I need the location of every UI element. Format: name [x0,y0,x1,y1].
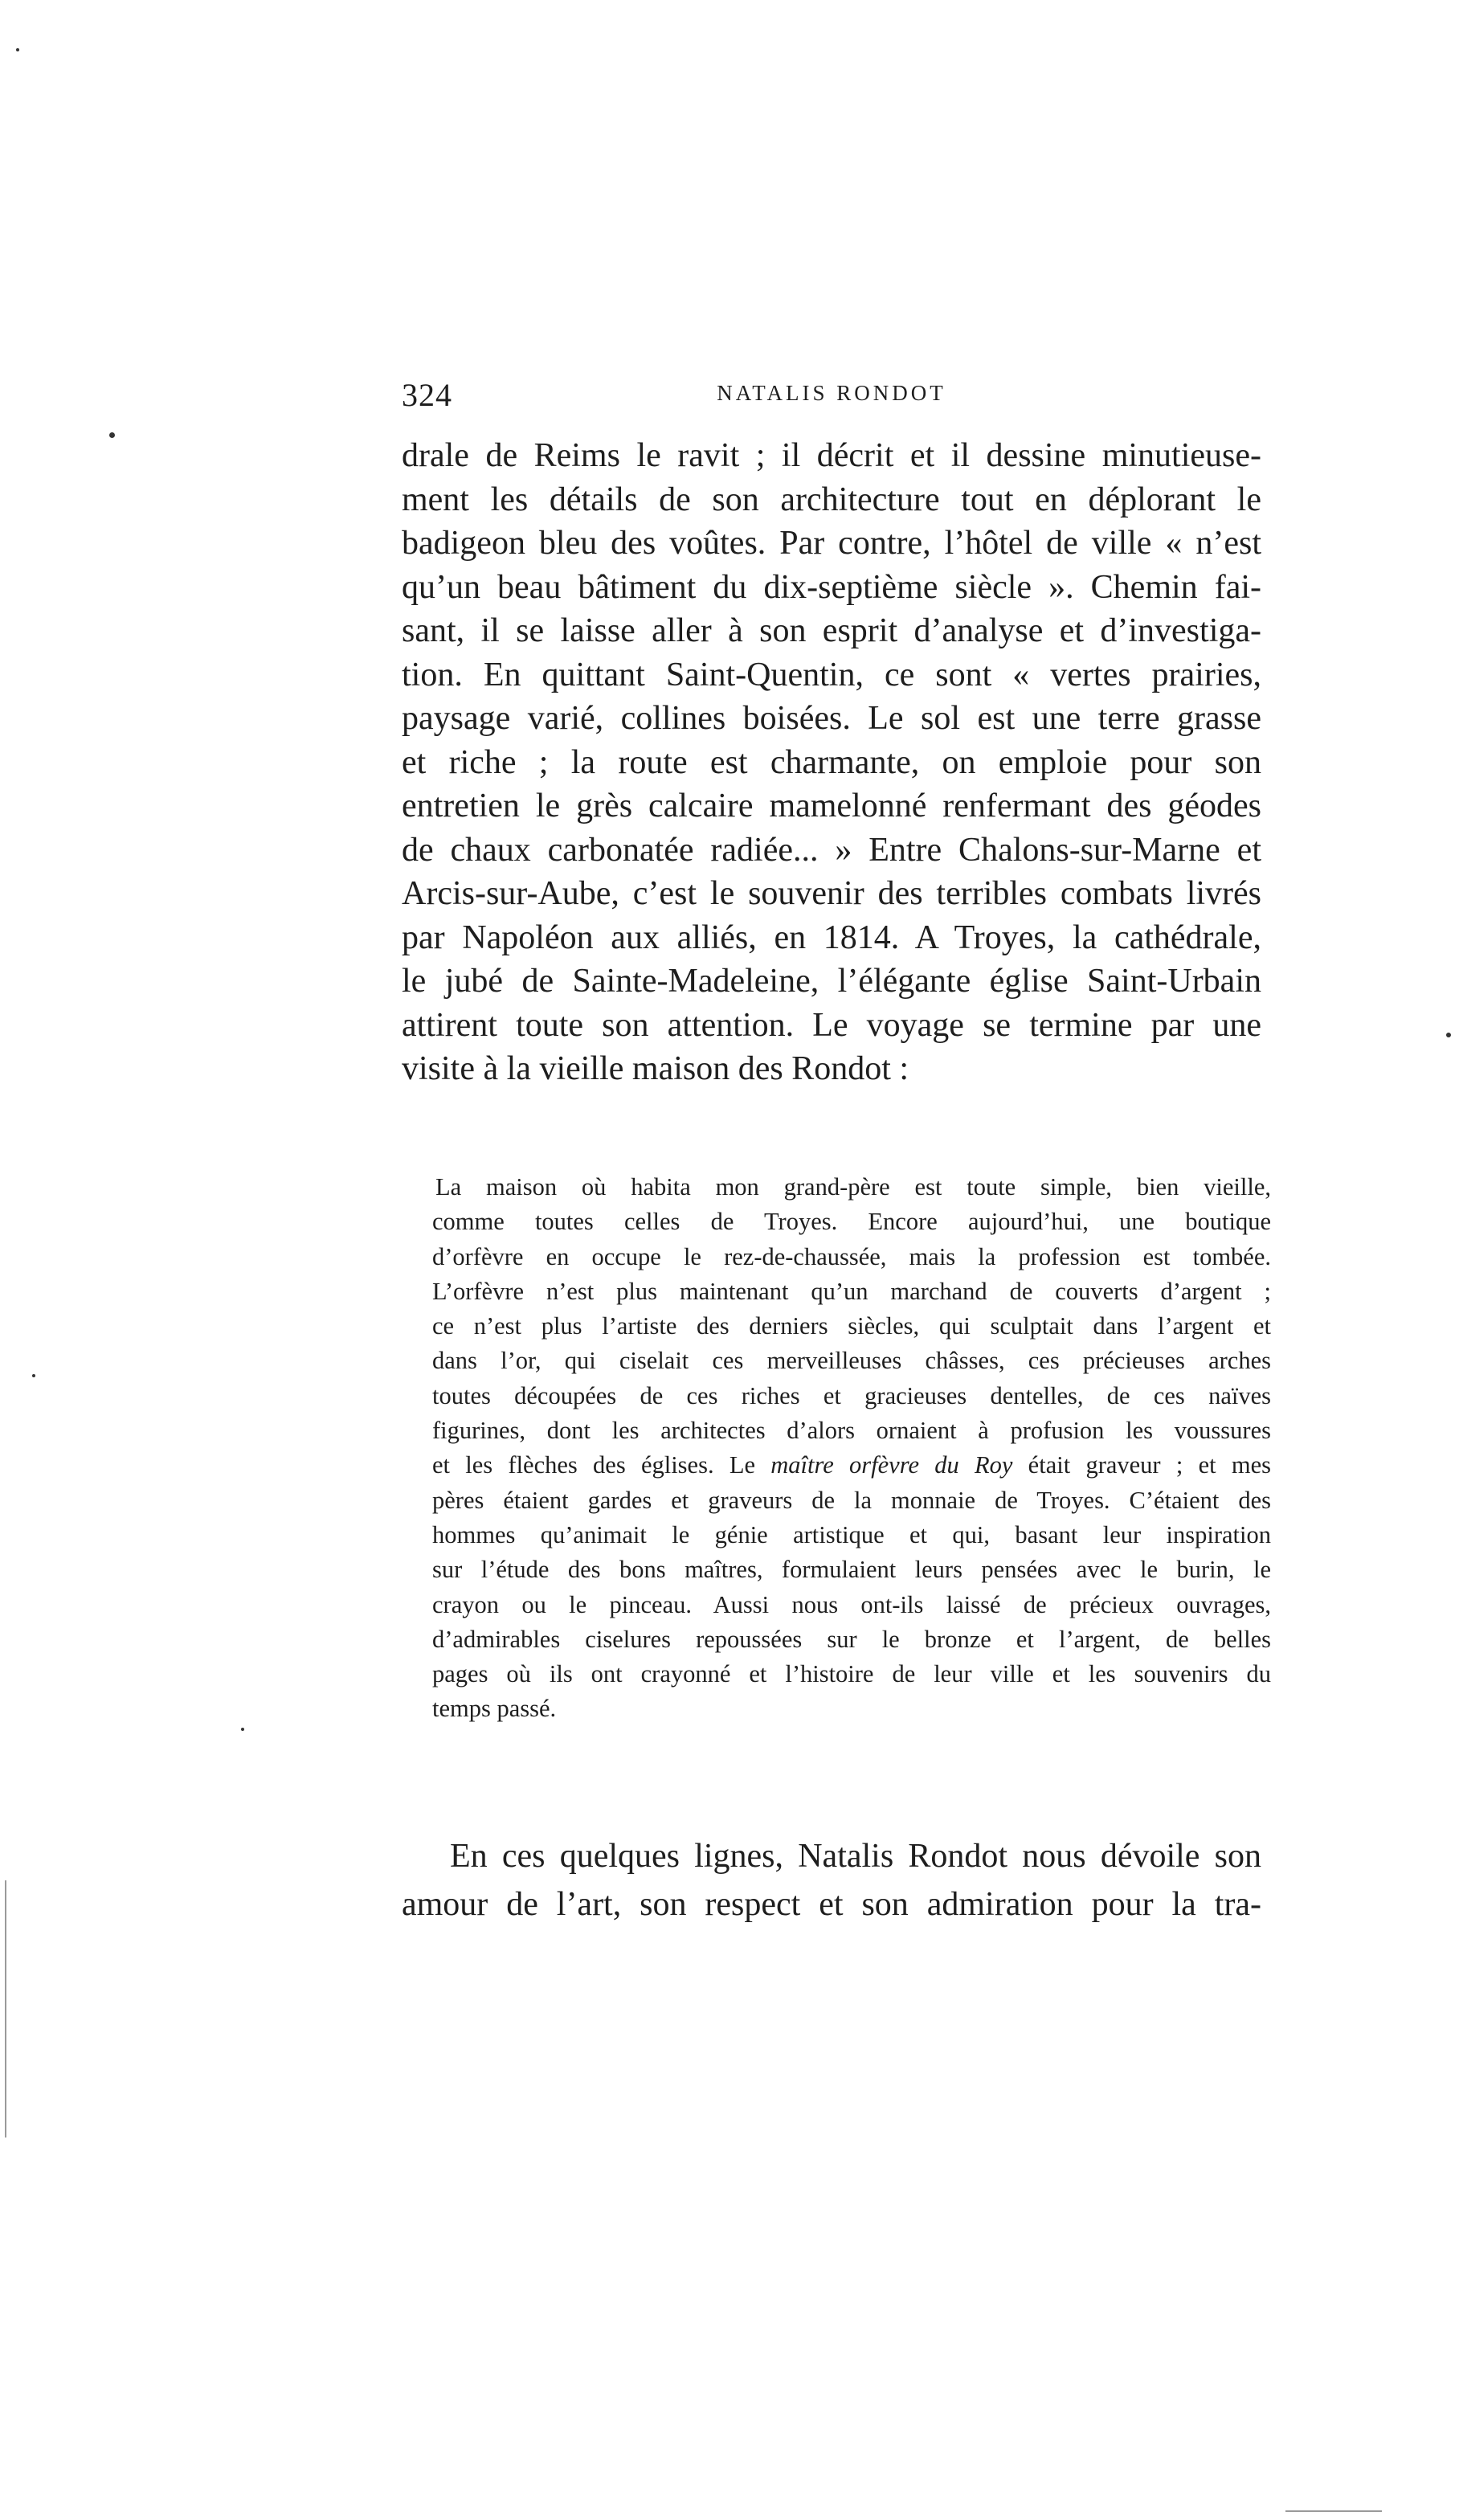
body-line: ment les détails de son architecture tout en déplorant le [402,481,1261,518]
quote-line: L’orfèvre n’est plus maintenant qu’un marchand de couverts d’argent ; [432,1277,1271,1305]
quote-line: figurines, dont les architectes d’alors ornaient à profusion les voussures [432,1417,1271,1445]
quote-line: toutes découpées de ces riches et gracieuses dentelles, de ces naïves [432,1381,1271,1409]
quote-line: temps passé. [432,1695,557,1723]
scan-speck [32,1374,35,1377]
body-line: attirent toute son attention. Le voyage se termine par une [402,1006,1261,1044]
quote-line: d’admirables ciselures repoussées sur le bronze et l’argent, de belles [432,1625,1271,1653]
body-line: Arcis-sur-Aube, c’est le souvenir des terribles combats livrés [402,875,1261,912]
quote-line: ce n’est plus l’artiste des derniers siècles, qui sculptait dans l’argent et [432,1312,1271,1340]
quote-line: crayon ou le pinceau. Aussi nous ont-ils laissé de précieux ouvrages, [432,1590,1271,1618]
quote-line: sur l’étude des bons maîtres, formulaient leurs pensées avec le burin, le [432,1556,1271,1584]
scan-speck [241,1728,244,1731]
body-line: le jubé de Sainte-Madeleine, l’élégante église Saint-Urbain [402,963,1261,1000]
quote-line: d’orfèvre en occupe le rez-de-chaussée, mais la profession est tombée. [432,1242,1271,1270]
quote-line: pères étaient gardes et graveurs de la monnaie de Troyes. C’étaient des [432,1486,1271,1514]
italic-title: maître orfèvre du Roy [770,1451,1013,1479]
body-line: sant, il se laisse aller à son esprit d’analyse et d’investiga- [402,612,1261,649]
scan-edge-line [5,1880,6,2138]
closing-paragraph [402,1832,1261,1929]
page-header [402,376,1261,424]
closing-line: amour de l’art, son respect et son admiration pour la tra- [402,1886,1261,1923]
body-line: badigeon bleu des voûtes. Par contre, l’hôtel de ville « n’est [402,525,1261,562]
quote-line: hommes qu’animait le génie artistique et qui, basant leur inspiration [432,1520,1271,1548]
body-line: visite à la vieille maison des Rondot : [402,1050,909,1087]
body-line: paysage varié, collines boisées. Le sol est une terre grasse [402,700,1261,737]
scan-speck [16,48,19,51]
scan-speck [1446,1033,1451,1037]
page-number: 324 [402,377,452,413]
body-line: par Napoléon aux alliés, en 1814. A Troyes, la cathédrale, [402,918,1261,956]
block-quote [432,1170,1271,1727]
quote-line: La maison où habita mon grand-père est toute simple, bien vieille, [435,1173,1271,1201]
quote-line: comme toutes celles de Troyes. Encore aujourd’hui, une boutique [432,1208,1271,1236]
body-line: drale de Reims le ravit ; il décrit et il dessine minutieuse- [402,437,1261,474]
body-line: de chaux carbonatée radiée... » Entre Chalons-sur-Marne et [402,831,1261,869]
body-line: et riche ; la route est charmante, on emploie pour son [402,743,1261,781]
body-line: qu’un beau bâtiment du dix-septième siècle ». Chemin fai- [402,568,1261,606]
quote-line-with-italic [432,1448,1271,1483]
quote-line-end: était graveur ; et mes [1012,1451,1271,1479]
body-paragraph [402,434,1261,1091]
running-head: NATALIS RONDOT [717,381,946,405]
quote-line: dans l’or, qui ciselait ces merveilleuses châsses, ces précieuses arches [432,1347,1271,1375]
scan-speck [109,432,115,438]
scan-edge-line [1285,2510,1382,2512]
body-line: entretien le grès calcaire mamelonné renfermant des géodes [402,788,1261,824]
body-line: tion. En quittant Saint-Quentin, ce sont « vertes prairies, [402,656,1261,693]
quote-line-start: et les flèches des églises. Le [432,1451,771,1479]
closing-line: En ces quelques lignes, Natalis Rondot nous dévoile son [450,1838,1261,1875]
quote-line: pages où ils ont crayonné et l’histoire de leur ville et les souvenirs du [432,1660,1271,1688]
